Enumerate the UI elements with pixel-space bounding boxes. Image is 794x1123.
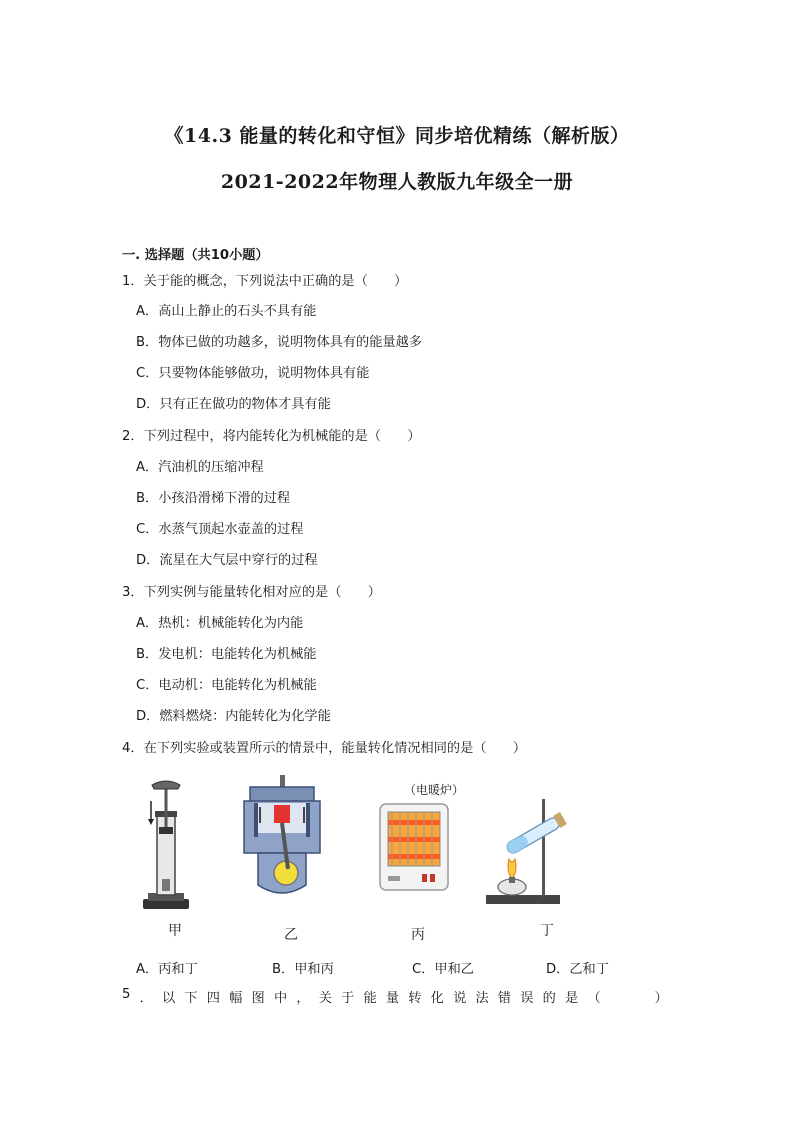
question-5-char: 法 xyxy=(475,991,489,1006)
question-2-option-c: C．水蒸气顶起水壶盖的过程 xyxy=(136,522,304,537)
question-4-option-b: B．甲和丙 xyxy=(272,962,334,977)
question-5-char: ） xyxy=(654,991,668,1006)
engine-cylinder-figure xyxy=(240,773,324,903)
air-compression-figure xyxy=(140,775,194,915)
question-1-option-a: A．高山上静止的石头不具有能 xyxy=(136,304,317,319)
question-5-char: 5 xyxy=(122,987,131,1002)
question-5-char xyxy=(632,987,645,1006)
question-5-stem xyxy=(122,987,668,1006)
question-5-char: 是 xyxy=(565,991,579,1006)
question-2-option-a: A．汽油机的压缩冲程 xyxy=(136,460,264,475)
question-2-stem: 2．下列过程中，将内能转化为机械能的是（ ） xyxy=(122,429,421,444)
question-5-char: （ xyxy=(587,991,601,1006)
question-5-char: 图 xyxy=(251,991,265,1006)
question-3-stem: 3．下列实例与能量转化相对应的是（ ） xyxy=(122,585,381,600)
question-5-char: 关 xyxy=(318,991,332,1006)
question-5-char: 四 xyxy=(206,991,220,1006)
figure-label-jia: 甲 xyxy=(168,923,182,939)
figure-label-yi: 乙 xyxy=(284,927,298,943)
question-5-char: 于 xyxy=(341,991,355,1006)
question-5-char: 能 xyxy=(363,991,377,1006)
question-5-char: 误 xyxy=(520,991,534,1006)
question-5-char: ． xyxy=(139,991,153,1006)
question-5-char xyxy=(610,987,623,1006)
question-4-option-c: C．甲和乙 xyxy=(412,962,474,977)
document-subtitle: 2021-2022年物理人教版九年级全一册 xyxy=(220,171,574,193)
question-2-option-d: D．流星在大气层中穿行的过程 xyxy=(136,553,318,568)
question-1-option-c: C．只要物体能够做功，说明物体具有能 xyxy=(136,366,370,381)
question-4-option-d: D．乙和丁 xyxy=(546,962,609,977)
question-5-char: 化 xyxy=(430,991,444,1006)
question-5-char: 说 xyxy=(453,991,467,1006)
question-3-option-b: B．发电机：电能转化为机械能 xyxy=(136,647,317,662)
figure-label-bing: 丙 xyxy=(411,927,425,943)
question-5-char: 中 xyxy=(273,991,288,1006)
figure-label-ding: 丁 xyxy=(540,923,554,939)
question-5-char: 幅 xyxy=(229,991,243,1006)
question-5-char: 量 xyxy=(385,991,400,1006)
question-4-stem: 4．在下列实验或装置所示的情景中，能量转化情况相同的是（ ） xyxy=(122,741,527,756)
question-5-char: 以 xyxy=(161,991,176,1006)
question-4-option-a: A．丙和丁 xyxy=(136,962,198,977)
heater-caption: （电暖炉） xyxy=(404,783,465,797)
electric-heater-figure xyxy=(378,802,450,892)
section-header: 一. 选择题（共10小题） xyxy=(122,248,269,263)
question-1-option-d: D．只有正在做功的物体才具有能 xyxy=(136,397,331,412)
question-5-char: ， xyxy=(296,991,310,1006)
question-3-option-a: A．热机：机械能转化为内能 xyxy=(136,616,304,631)
question-2-option-b: B．小孩沿滑梯下滑的过程 xyxy=(136,491,291,506)
question-1-option-b: B．物体已做的功越多，说明物体具有的能量越多 xyxy=(136,335,422,350)
question-5-char: 错 xyxy=(497,991,512,1006)
question-3-option-d: D．燃料燃烧：内能转化为化学能 xyxy=(136,709,331,724)
question-5-char: 转 xyxy=(408,991,422,1006)
test-tube-heating-figure xyxy=(484,795,570,907)
document-title: 《14.3 能量的转化和守恒》同步培优精练（解析版） xyxy=(164,125,630,147)
question-5-char: 下 xyxy=(184,991,198,1006)
question-5-char: 的 xyxy=(542,991,556,1006)
question-3-option-c: C．电动机：电能转化为机械能 xyxy=(136,678,317,693)
question-1-stem: 1．关于能的概念，下列说法中正确的是（ ） xyxy=(122,274,408,289)
